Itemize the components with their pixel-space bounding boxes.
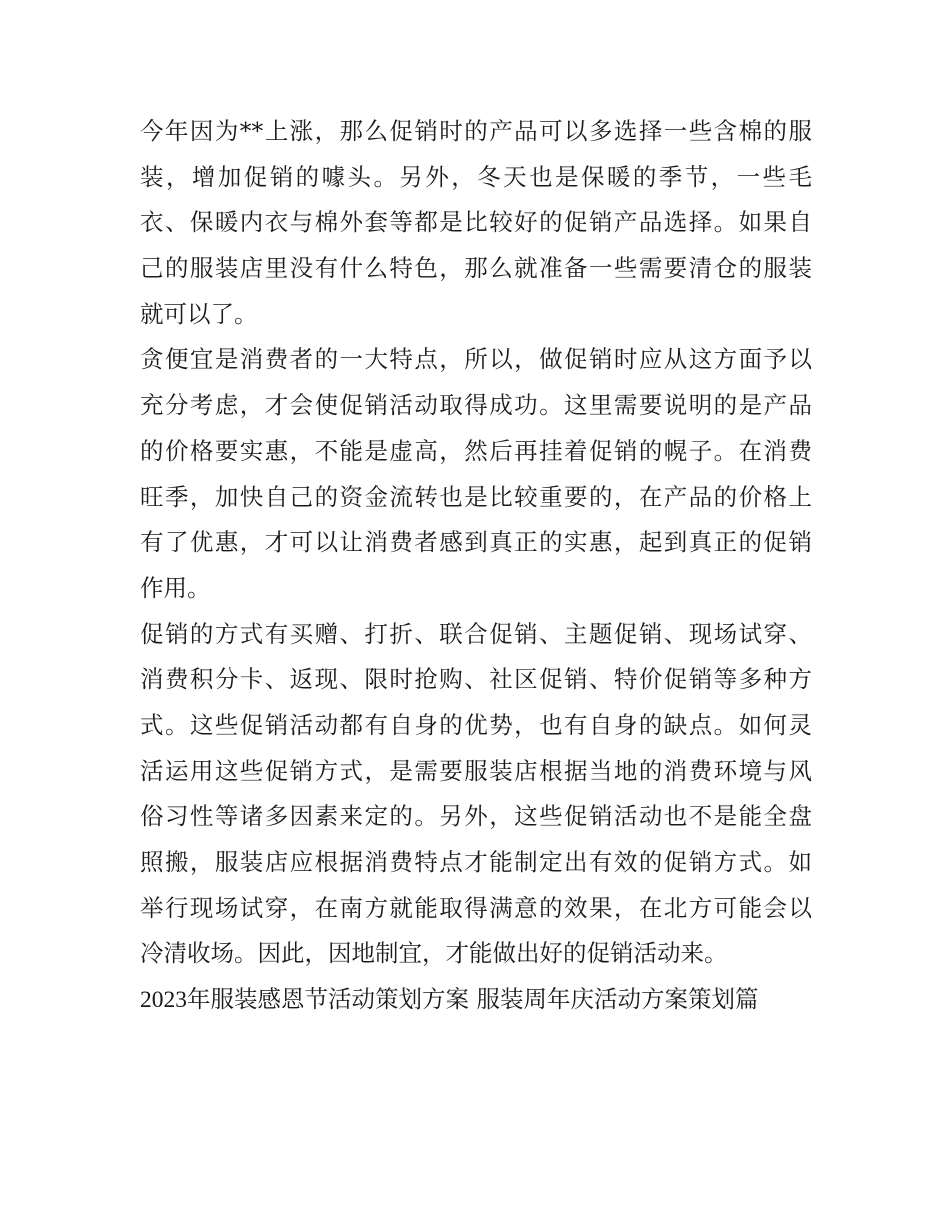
paragraph-line: 就可以了。 xyxy=(140,299,258,328)
paragraph-line: 俗习性等诸多因素来定的。另外，这些促销活动也不是能全盘 xyxy=(140,802,812,831)
paragraph-line: 促销的方式有买赠、打折、联合促销、主题促销、现场试穿、 xyxy=(140,619,812,648)
paragraph-line: 贪便宜是消费者的一大特点，所以，做促销时应从这方面予以 xyxy=(140,345,812,374)
paragraph-promotion-methods xyxy=(140,612,812,978)
section-heading xyxy=(140,977,812,1023)
heading-text: 年服装感恩节活动策划方案 服装周年庆活动方案策划篇 xyxy=(187,985,759,1014)
paragraph-line: 照搬，服装店应根据消费特点才能制定出有效的促销方式。如 xyxy=(140,848,812,876)
paragraph-line: 有了优惠，才可以让消费者感到真正的实惠，起到真正的促销 xyxy=(140,528,812,557)
paragraph-line: 装，增加促销的噱头。另外，冬天也是保暖的季节，一些毛 xyxy=(140,162,812,191)
paragraph-line: 己的服装店里没有什么特色，那么就准备一些需要清仓的服装 xyxy=(140,254,812,283)
paragraph-line: 充分考虑，才会使促销活动取得成功。这里需要说明的是产品 xyxy=(140,391,812,420)
paragraph-line: 衣、保暖内衣与棉外套等都是比较好的促销产品选择。如果自 xyxy=(140,208,812,237)
paragraph-line: 今年因为**上涨，那么促销时的产品可以多选择一些含棉的服 xyxy=(140,117,812,145)
paragraph-line: 作用。 xyxy=(140,573,211,602)
paragraph-line: 消费积分卡、返现、限时抢购、社区促销、特价促销等多种方 xyxy=(140,665,812,694)
document-body xyxy=(140,109,812,1023)
paragraph-line: 的价格要实惠，不能是虚高，然后再挂着促销的幌子。在消费 xyxy=(140,436,812,465)
paragraph-product-selection xyxy=(140,109,812,337)
paragraph-line: 冷清收场。因此，因地制宜，才能做出好的促销活动来。 xyxy=(140,939,728,968)
paragraph-line: 活运用这些促销方式，是需要服装店根据当地的消费环境与风 xyxy=(140,756,812,785)
paragraph-line: 式。这些促销活动都有自身的优势，也有自身的缺点。如何灵 xyxy=(140,710,812,739)
paragraph-pricing xyxy=(140,337,812,611)
paragraph-line: 旺季，加快自己的资金流转也是比较重要的，在产品的价格上 xyxy=(140,482,812,511)
paragraph-line: 举行现场试穿，在南方就能取得满意的效果，在北方可能会以 xyxy=(140,893,812,922)
heading-year: 2023 xyxy=(140,987,187,1014)
